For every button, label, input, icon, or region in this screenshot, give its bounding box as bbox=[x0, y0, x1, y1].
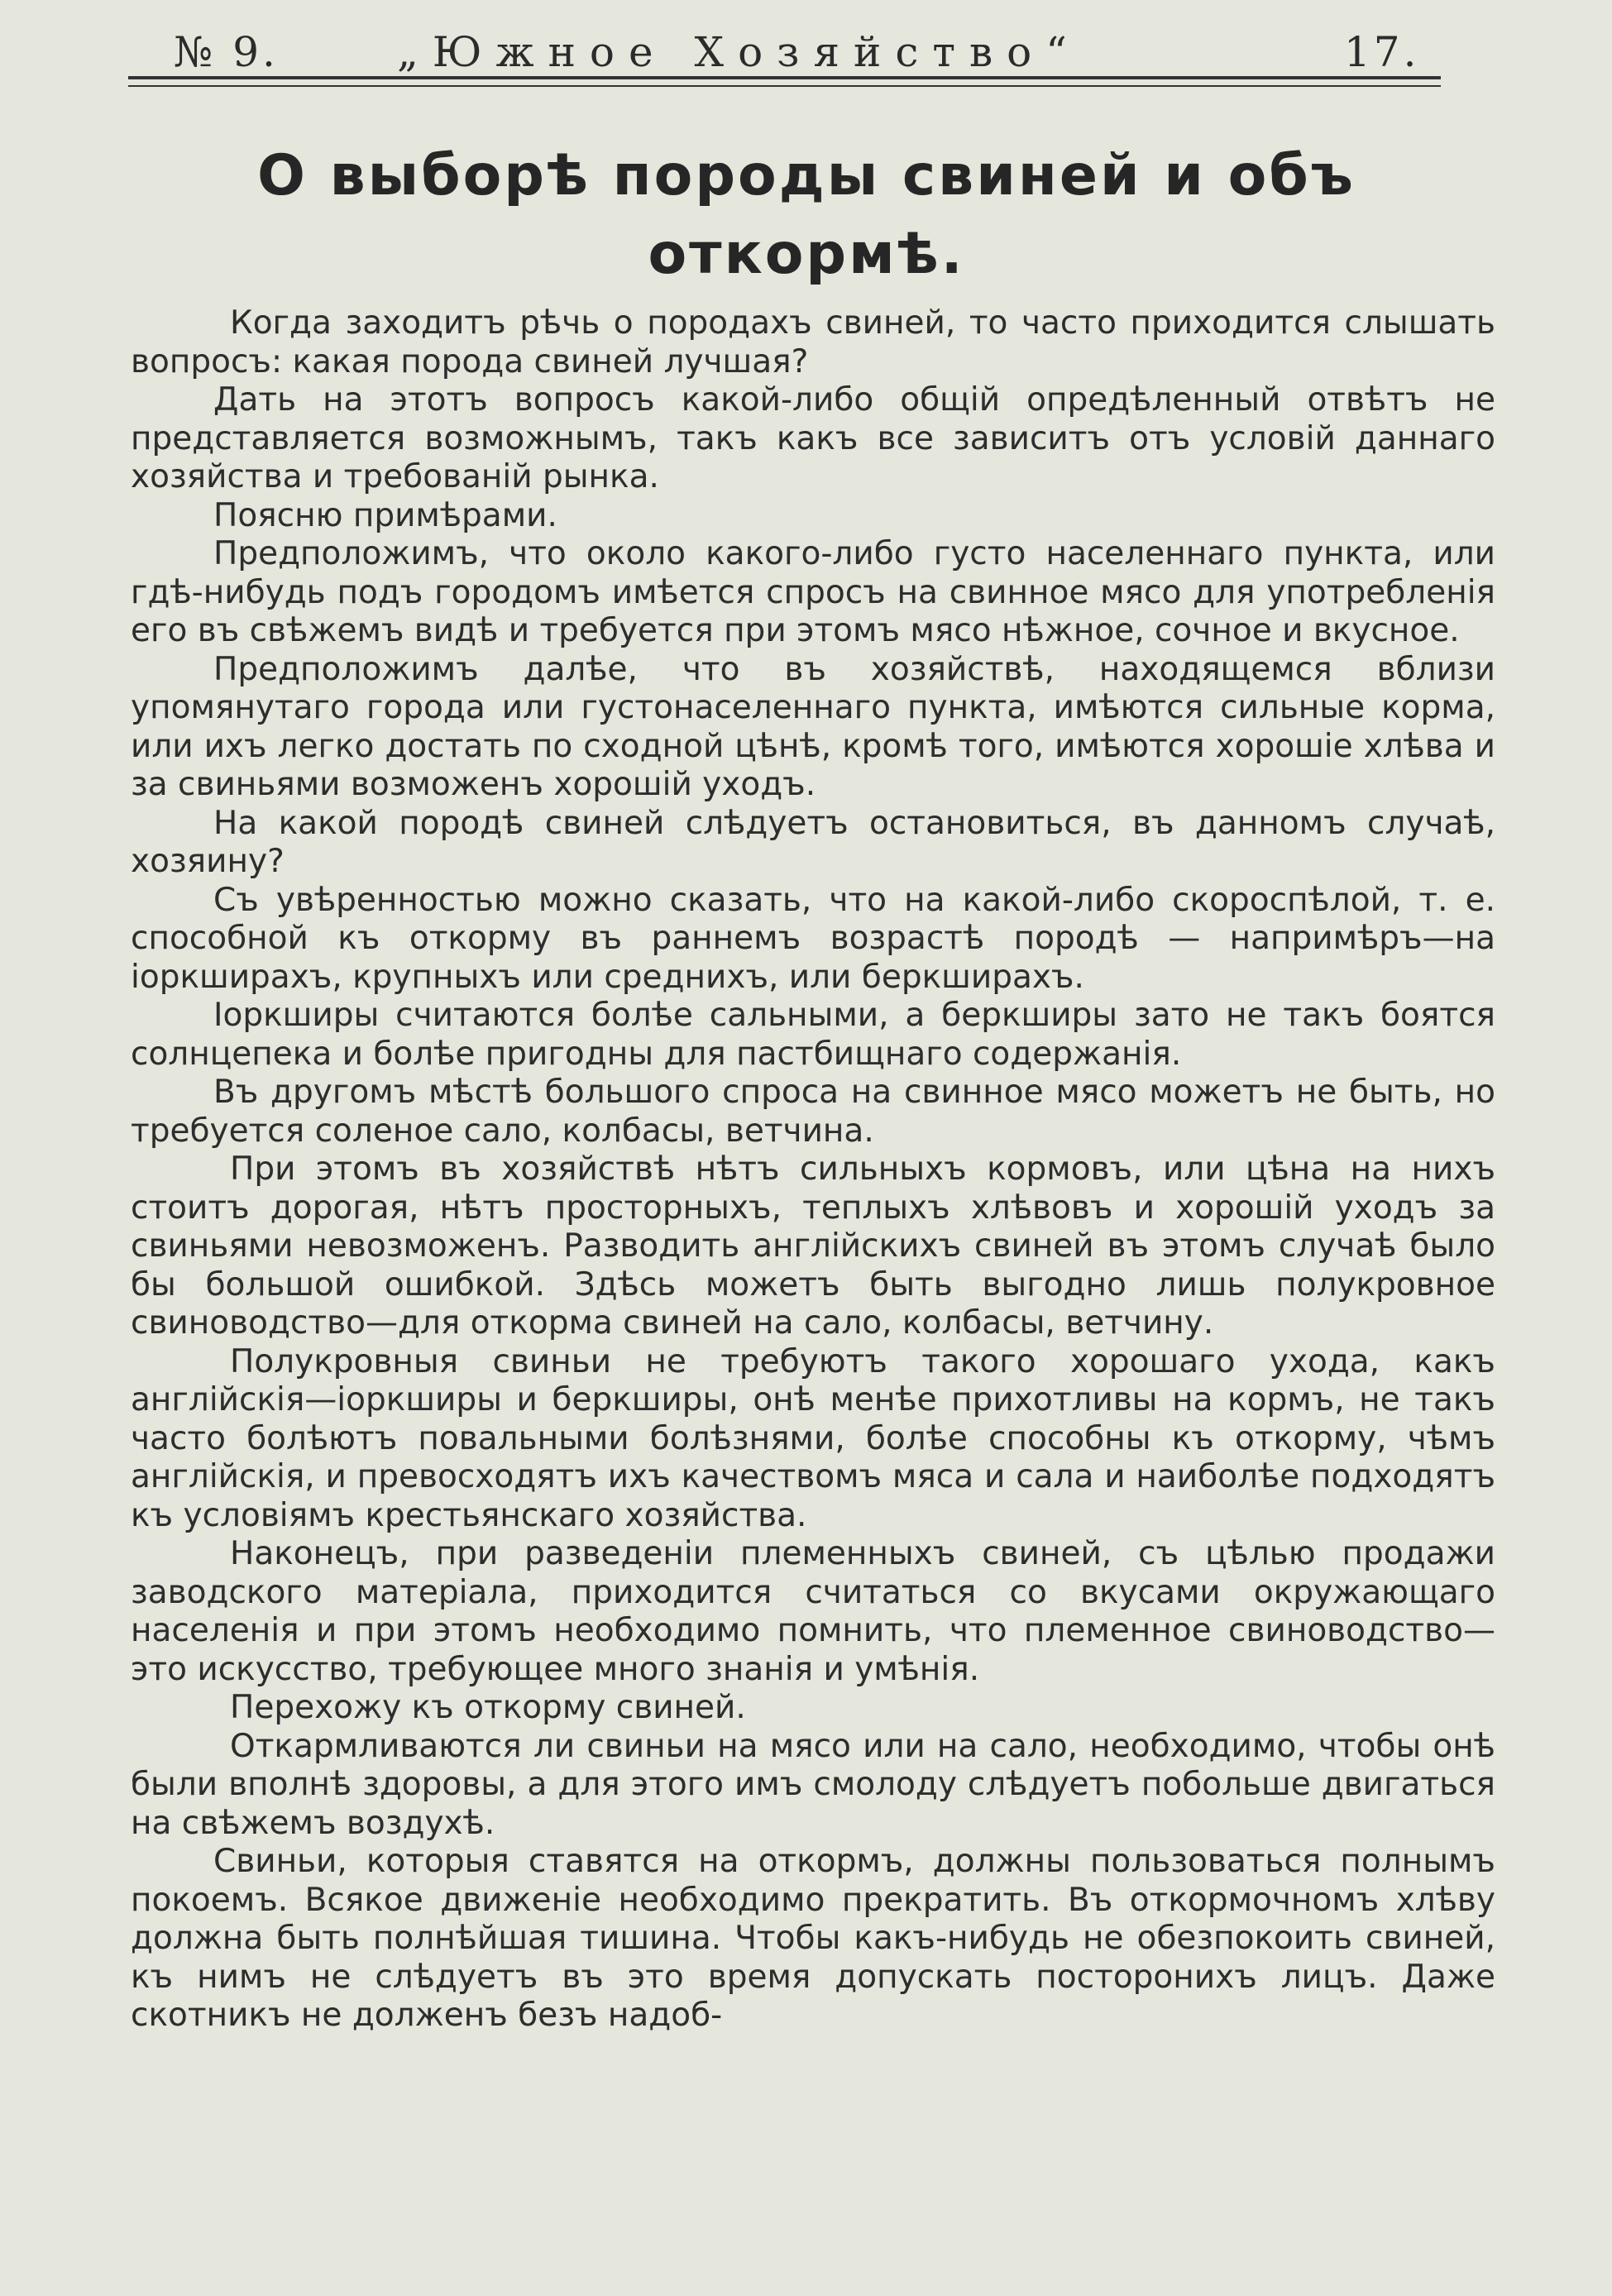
header-rule-thin bbox=[128, 85, 1441, 87]
paragraph: Откармливаются ли свиньи на мясо или на сало, необходимо, чтобы онѣ были вполнѣ здоровы, а для этого имъ смолоду слѣдуетъ побольше двигаться на свѣжемъ воздухѣ. bbox=[131, 1727, 1495, 1842]
article-body bbox=[131, 304, 1495, 2035]
journal-title: „Южное Хозяйство“ bbox=[397, 28, 1081, 76]
paragraph: Съ увѣренностью можно сказать, что на какой-либо скороспѣлой, т. е. способной къ откорму въ раннемъ возрастѣ породѣ — напримѣръ—на іоркширахъ, крупныхъ или среднихъ, или беркширахъ. bbox=[131, 881, 1495, 996]
paragraph: Предположимъ, что около какого-либо густо населеннаго пункта, или гдѣ-нибудь подъ городомъ имѣется спросъ на свинное мясо для употребленія его въ свѣжемъ видѣ и требуется при этомъ мясо нѣжное, сочное и вкусное. bbox=[131, 535, 1495, 649]
paragraph: Наконецъ, при разведеніи племенныхъ свиней, съ цѣлью продажи заводского матеріала, приходится считаться со вкусами окружающаго населенія и при этомъ необходимо помнить, что племенное свиноводство—это искусство, требующее много знанія и умѣнія. bbox=[131, 1535, 1495, 1688]
page-number: 17. bbox=[1344, 28, 1420, 76]
issue-number: № 9. bbox=[174, 28, 279, 76]
paragraph: Іоркширы считаются болѣе сальными, а беркширы зато не такъ боятся солнцепека и болѣе пригодны для пастбищнаго содержанія. bbox=[131, 997, 1495, 1073]
paragraph: Перехожу къ откорму свиней. bbox=[230, 1689, 746, 1726]
header-rule-thick bbox=[128, 76, 1441, 79]
paragraph: Полукровныя свиньи не требуютъ такого хорошаго ухода, какъ англійскія—іоркширы и беркширы, онѣ менѣе прихотливы на кормъ, не такъ часто болѣютъ повальными болѣзнями, болѣе способны къ откорму, чѣмъ англійскія, и превосходятъ ихъ качествомъ мяса и сала и наиболѣе подходятъ къ условіямъ крестьянскаго хозяйства. bbox=[131, 1342, 1495, 1534]
running-header bbox=[128, 25, 1435, 74]
paragraph: Въ другомъ мѣстѣ большого спроса на свинное мясо можетъ не быть, но требуется соленое сало, колбасы, ветчина. bbox=[131, 1074, 1495, 1150]
paragraph: На какой породѣ свиней слѣдуетъ остановиться, въ данномъ случаѣ, хозяину? bbox=[131, 804, 1495, 880]
paragraph: Свиньи, которыя ставятся на откормъ, должны пользоваться полнымъ покоемъ. Всякое движеніе необходимо прекратить. Въ откормочномъ хлѣву должна быть полнѣйшая тишина. Чтобы какъ-нибудь не обезпокоить свиней, къ нимъ не слѣдуетъ въ это время допускать посторонихъ лицъ. Даже скотникъ не долженъ безъ надоб- bbox=[131, 1843, 1495, 2034]
paragraph: Когда заходитъ рѣчь о породахъ свиней, то часто приходится слышать вопросъ: какая порода свиней лучшая? bbox=[131, 304, 1495, 380]
paragraph: Дать на этотъ вопросъ какой-либо общій опредѣленный отвѣтъ не представляется возможнымъ, такъ какъ все зависитъ отъ условій даннаго хозяйства и требованій рынка. bbox=[131, 381, 1495, 495]
paragraph: При этомъ въ хозяйствѣ нѣтъ сильныхъ кормовъ, или цѣна на нихъ стоитъ дорогая, нѣтъ просторныхъ, теплыхъ хлѣвовъ и хорошій уходъ за свиньями невозможенъ. Разводить англійскихъ свиней въ этомъ случаѣ было бы большой ошибкой. Здѣсь можетъ быть выгодно лишь полукровное свиноводство—для откорма свиней на сало, колбасы, ветчину. bbox=[131, 1150, 1495, 1342]
article-title: О выборѣ породы свиней и объ откормѣ. bbox=[257, 143, 1356, 287]
paragraph: Предположимъ далѣе, что въ хозяйствѣ, находящемся вблизи упомянутаго города или густонаселеннаго пункта, имѣются сильные корма, или ихъ легко достать по сходной цѣнѣ, кромѣ того, имѣются хорошіе хлѣва и за свиньями возможенъ хорошій уходъ. bbox=[131, 650, 1495, 803]
paragraph: Поясню примѣрами. bbox=[213, 496, 557, 534]
